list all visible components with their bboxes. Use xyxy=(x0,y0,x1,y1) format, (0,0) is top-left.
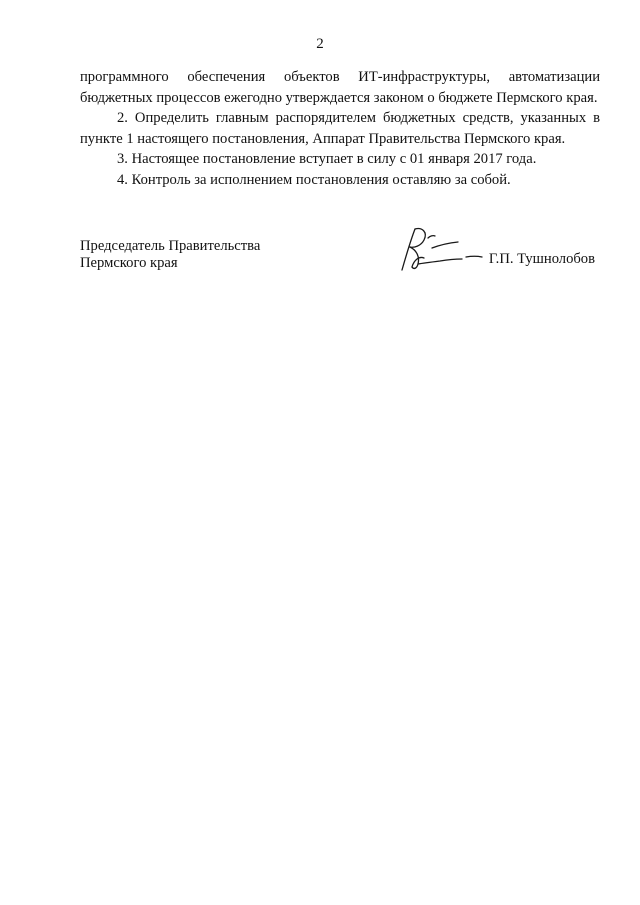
signer-name: Г.П. Тушнолобов xyxy=(488,251,595,267)
signature-block xyxy=(80,238,600,278)
paragraph-item-3: 3. Настоящее постановление вступает в силу с 01 января 2017 года. xyxy=(117,151,537,168)
signer-title xyxy=(80,238,260,272)
handwritten-signature-icon xyxy=(388,226,484,272)
paragraph-continuation: программного обеспечения объектов ИТ-инфраструктуры, автоматизации бюджетных процессов ежегодно утверждается законом о бюджете Пермского края. xyxy=(80,69,600,106)
signer-title-line-1: Председатель Правительства xyxy=(80,238,261,254)
paragraph-item-4: 4. Контроль за исполнением постановления оставляю за собой. xyxy=(117,171,511,188)
page-number: 2 xyxy=(316,36,324,52)
signer-title-line-2: Пермского края xyxy=(80,255,178,271)
document-body xyxy=(80,67,600,191)
paragraph-item-2: 2. Определить главным распорядителем бюджетных средств, указанных в пункте 1 настоящего постановления, Аппарат Правительства Пермского края. xyxy=(80,110,600,147)
